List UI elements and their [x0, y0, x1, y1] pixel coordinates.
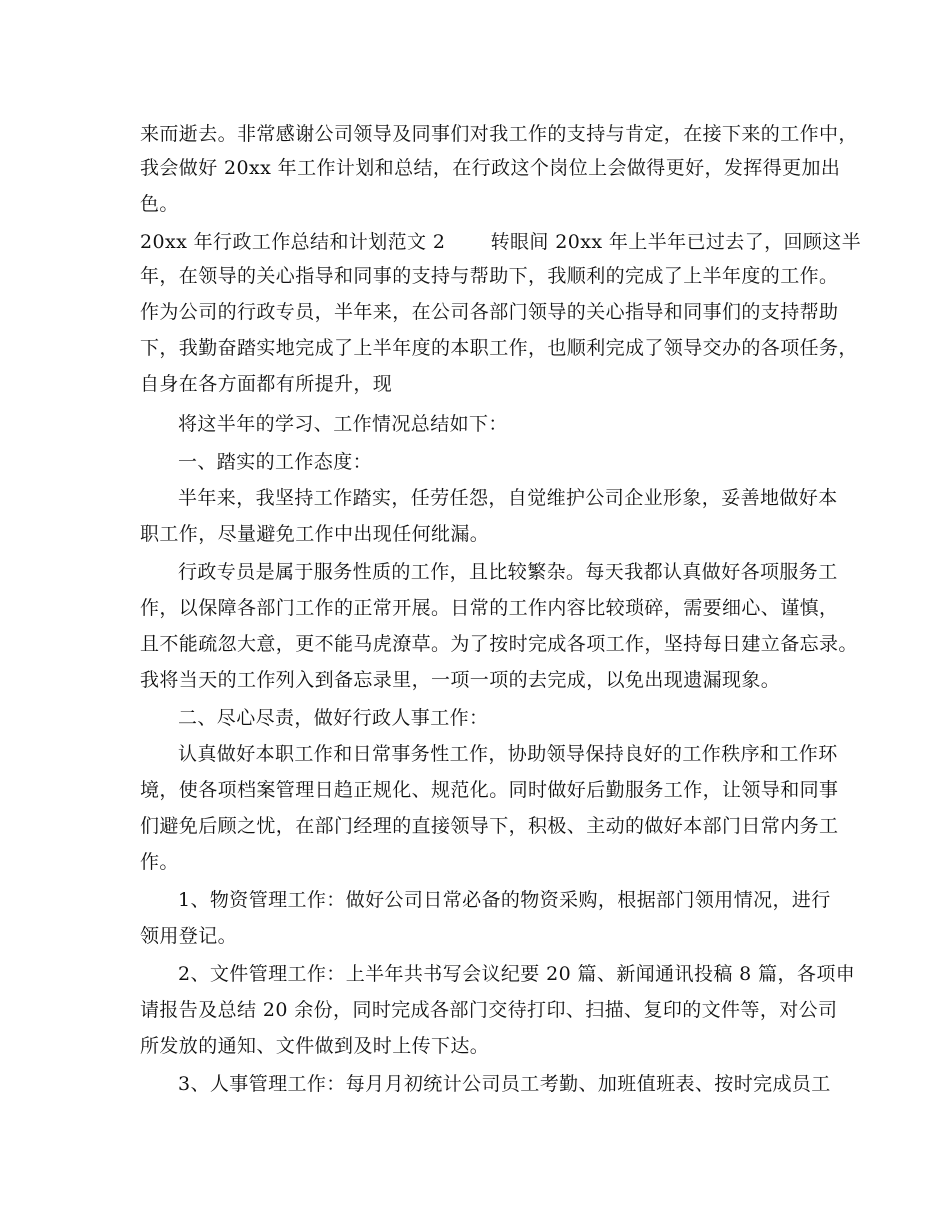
text-line: 作为公司的行政专员，半年来，在公司各部门领导的关心指导和同事们的支持帮助: [140, 301, 839, 323]
text-line: 半年来，我坚持工作踏实，任劳任怨，自觉维护公司企业形象，妥善地做好本: [178, 487, 838, 509]
text-line: 境，使各项档案管理日趋正规化、规范化。同时做好后勤服务工作，让领导和同事: [140, 779, 839, 801]
text-line: 年，在领导的关心指导和同事的支持与帮助下，我顺利的完成了上半年度的工作。: [140, 265, 839, 287]
text-line: 我将当天的工作列入到备忘录里，一项一项的去完成，以免出现遗漏现象。: [140, 669, 781, 691]
text-line: 20xx 年行政工作总结和计划范文 2 转眼间 20xx 年上半年已过去了，回顾这半: [140, 231, 862, 253]
text-line: 作，以保障各部门工作的正常开展。日常的工作内容比较琐碎，需要细心、谨慎，: [140, 597, 839, 619]
text-line: 2、文件管理工作：上半年共书写会议纪要 20 篇、新闻通讯投稿 8 篇，各项申: [178, 963, 856, 985]
text-line: 职工作，尽量避免工作中出现任何纰漏。: [140, 523, 490, 545]
text-line: 领用登记。: [140, 925, 238, 947]
text-line: 请报告及总结 20 余份，同时完成各部门交待打印、扫描、复印的文件等，对公司: [140, 999, 838, 1021]
text-line: 下，我勤奋踏实地完成了上半年度的本职工作，也顺利完成了领导交办的各项任务，: [140, 337, 858, 359]
text-line: 们避免后顾之忧，在部门经理的直接领导下，积极、主动的做好本部门日常内务工: [140, 815, 839, 837]
text-line: 行政专员是属于服务性质的工作，且比较繁杂。每天我都认真做好各项服务工: [178, 561, 838, 583]
text-line: 1、物资管理工作：做好公司日常必备的物资采购，根据部门领用情况，进行: [178, 889, 831, 911]
section-heading: 一、踏实的工作态度：: [178, 451, 373, 473]
text-line: 作。: [140, 851, 179, 873]
text-line: 自身在各方面都有所提升，现: [140, 373, 393, 395]
text-line: 我会做好 20xx 年工作计划和总结，在行政这个岗位上会做得更好，发挥得更加出: [140, 157, 841, 179]
text-line: 色。: [140, 193, 179, 215]
text-line: 所发放的通知、文件做到及时上传下达。: [140, 1035, 490, 1057]
section-heading: 二、尽心尽责，做好行政人事工作：: [178, 707, 489, 729]
text-line: 认真做好本职工作和日常事务性工作，协助领导保持良好的工作秩序和工作环: [178, 743, 838, 765]
text-line: 将这半年的学习、工作情况总结如下：: [178, 413, 508, 435]
text-line: 3、人事管理工作：每月月初统计公司员工考勤、加班值班表、按时完成员工: [178, 1073, 831, 1095]
text-line: 来而逝去。非常感谢公司领导及同事们对我工作的支持与肯定，在接下来的工作中，: [140, 123, 858, 145]
text-line: 且不能疏忽大意，更不能马虎潦草。为了按时完成各项工作，坚持每日建立备忘录。: [140, 633, 858, 655]
